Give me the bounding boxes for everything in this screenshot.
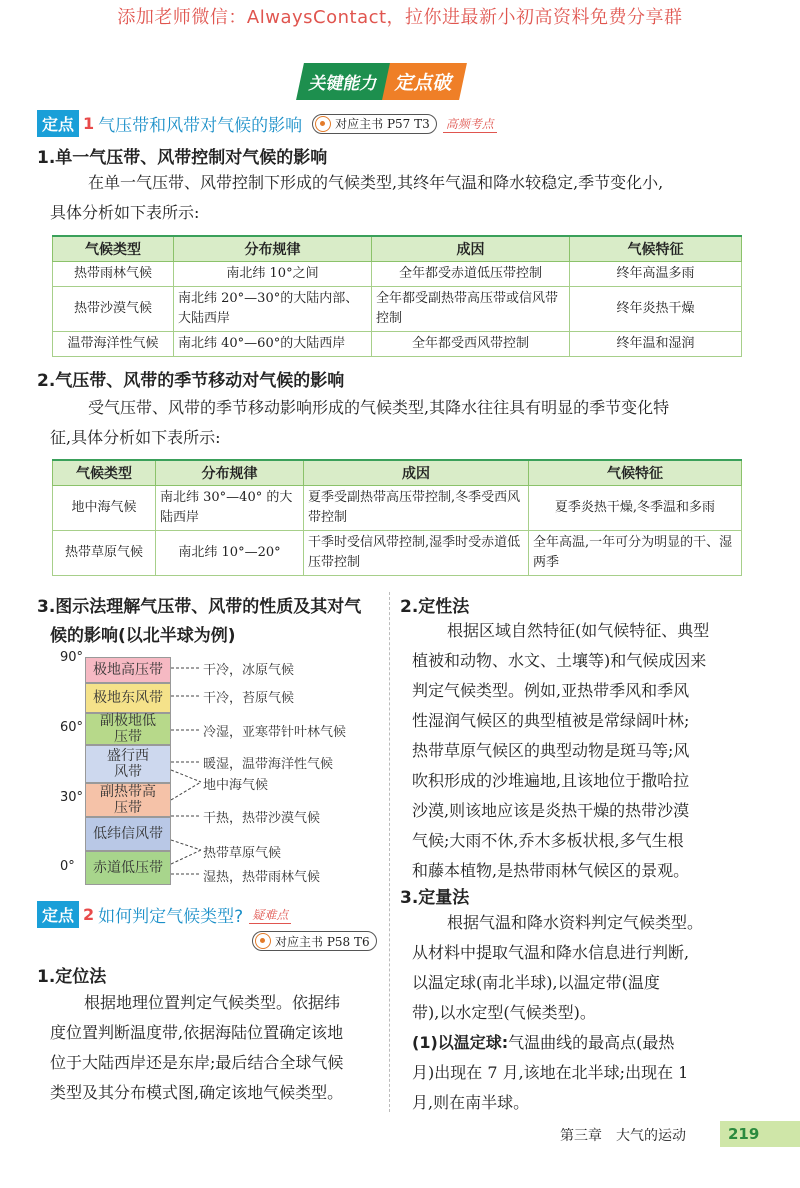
paragraph-2-1-line4: 类型及其分布模式图,确定该地气候类型。: [50, 1083, 344, 1102]
target-icon: [315, 116, 331, 132]
watermark-text: 添加老师微信：AlwaysContact，拉你进最新小初高资料免费分享群: [117, 7, 683, 28]
climate-table-2: [52, 459, 742, 576]
paragraph-2-3-line1: 根据气温和降水资料判定气候类型。: [447, 913, 704, 932]
paragraph-1-1-line1: 在单一气压带、风带控制下形成的气候类型,其终年气温和降水较稳定,季节变化小,: [88, 173, 664, 192]
heading-1-2: 2.气压带、风带的季节移动对气候的影响: [37, 371, 345, 391]
paragraph-2-3-line4: 带),以水定型(气候类型)。: [412, 1003, 596, 1022]
paragraph-2-3-line3: 以温定球(南北半球),以温定带(温度: [412, 973, 660, 992]
diagram-label: 干热，热带沙漠气候: [203, 811, 321, 826]
heading-2-3: 3.定量法: [400, 888, 470, 908]
table-cell: 全年都受西风带控制: [372, 332, 570, 357]
band-polar-high: 极地高压带: [85, 657, 171, 683]
heading-1-3-line1: 3.图示法理解气压带、风带的性质及其对气: [37, 597, 362, 617]
table-row: [53, 332, 742, 357]
diagram-label: 热带草原气候: [203, 846, 282, 861]
paragraph-2-2-line9: 和藤本植物,是热带雨林气候区的景观。: [412, 861, 690, 880]
section1-reference: 对应主书 P57 T3: [312, 114, 437, 134]
table-cell: 终年高温多雨: [570, 262, 742, 287]
table-cell: 南北纬 20°—30°的大陆内部、大陆西岸: [174, 287, 372, 332]
paragraph-1-2-line2: 征,具体分析如下表所示:: [50, 428, 221, 447]
table-header-row: [53, 236, 742, 262]
paragraph-2-4-line2: 月)出现在 7 月,该地在北半球;出现在 1: [412, 1063, 689, 1082]
diagram-label: 干冷，冰原气候: [203, 663, 295, 678]
table-cell: 南北纬 30°—40° 的大陆西岸: [156, 486, 304, 531]
table-header: 分布规律: [156, 460, 304, 486]
band-trade-winds: 低纬信风带: [85, 817, 171, 851]
table-cell: 热带雨林气候: [53, 262, 174, 287]
section2-label: 定点 2: [37, 901, 98, 928]
band-subtropical-high: 副热带高压带: [85, 783, 171, 817]
paragraph-2-2-line4: 性湿润气候区的典型植被是常绿阔叶林;: [412, 711, 690, 730]
target-icon: [255, 933, 271, 949]
band-westerlies: 盛行西风带: [85, 745, 171, 783]
lat-label: 0°: [60, 859, 75, 874]
table-row: [53, 287, 742, 332]
paragraph-1-1-line2: 具体分析如下表所示:: [50, 203, 200, 222]
table-header-row: [53, 460, 742, 486]
table-cell: 南北纬 10°之间: [174, 262, 372, 287]
paragraph-2-2-line7: 沙漠,则该地应该是炎热干燥的热带沙漠: [412, 801, 690, 820]
lat-label: 60°: [60, 720, 84, 735]
table-cell: 干季时受信风带控制,湿季时受赤道低压带控制: [304, 531, 529, 576]
paragraph-2-1-line1: 根据地理位置判定气候类型。依据纬: [84, 993, 341, 1012]
table-cell: 热带沙漠气候: [53, 287, 174, 332]
table-header: 气候特征: [570, 236, 742, 262]
paragraph-2-2-line1: 根据区域自然特征(如气候特征、典型: [447, 621, 710, 640]
section1-title: 气压带和风带对气候的影响: [98, 116, 303, 136]
table-header: 成因: [304, 460, 529, 486]
diagram-label: 湿热，热带雨林气候: [203, 870, 321, 885]
heading-1-3-line2: 候的影响(以北半球为例): [50, 626, 236, 646]
table-row: [53, 486, 742, 531]
paragraph-2-4-bold: (1)以温定球:: [412, 1033, 509, 1052]
band-polar-easterlies: 极地东风带: [85, 683, 171, 713]
section2-reference: 对应主书 P58 T6: [252, 931, 377, 953]
diagram-label: 地中海气候: [203, 778, 269, 793]
diagram-label: 冷湿，亚寒带针叶林气候: [203, 725, 347, 740]
table-header: 气候类型: [53, 236, 174, 262]
paragraph-2-4-line3: 月,则在南半球。: [412, 1093, 530, 1112]
paragraph-2-1-line3: 位于大陆西岸还是东岸;最后结合全球气候: [50, 1053, 344, 1072]
section-banner: [300, 64, 463, 98]
table-cell: 南北纬 40°—60°的大陆西岸: [174, 332, 372, 357]
paragraph-2-2-line5: 热带草原气候区的典型动物是斑马等;风: [412, 741, 690, 760]
table-cell: 夏季受副热带高压带控制,冬季受西风带控制: [304, 486, 529, 531]
heading-2-2: 2.定性法: [400, 597, 470, 617]
heading-2-1: 1.定位法: [37, 967, 107, 987]
paragraph-2-2-line6: 吹积形成的沙堆遍地,且该地位于撒哈拉: [412, 771, 690, 790]
banner-part2: 定点破: [382, 63, 467, 100]
table-row: [53, 531, 742, 576]
paragraph-2-3-line2: 从材料中提取气温和降水信息进行判断,: [412, 943, 690, 962]
table-cell: 南北纬 10°—20°: [156, 531, 304, 576]
column-divider: [389, 592, 390, 1112]
section1-label: 定点 1: [37, 110, 98, 137]
paragraph-2-4-line1: (1)以温定球:气温曲线的最高点(最热: [412, 1033, 675, 1052]
table-header: 气候类型: [53, 460, 156, 486]
section2-header: [37, 901, 291, 928]
paragraph-1-2-line1: 受气压带、风带的季节移动影响形成的气候类型,其降水往往具有明显的季节变化特: [88, 398, 670, 417]
table-cell: 终年温和湿润: [570, 332, 742, 357]
table-header: 分布规律: [174, 236, 372, 262]
paragraph-2-2-line8: 气候;大雨不休,乔木多板状根,多气生根: [412, 831, 684, 850]
band-subpolar-low: 副极地低压带: [85, 713, 171, 745]
paragraph-2-1-line2: 度位置判断温度带,依据海陆位置确定该地: [50, 1023, 344, 1042]
climate-table-1: [52, 235, 742, 357]
section2-tag: 疑难点: [249, 906, 291, 924]
table-cell: 全年都受副热带高压带或信风带控制: [372, 287, 570, 332]
lat-label: 90°: [60, 650, 84, 665]
band-equatorial-low: 赤道低压带: [85, 851, 171, 885]
paragraph-2-2-line2: 植被和动物、水文、土壤等)和气候成因来: [412, 651, 707, 670]
section1-tag: 高频考点: [443, 115, 497, 133]
section1-header: [37, 110, 497, 137]
heading-1-1: 1.单一气压带、风带控制对气候的影响: [37, 148, 328, 168]
table-row: [53, 262, 742, 287]
table-cell: 夏季炎热干燥,冬季温和多雨: [529, 486, 742, 531]
table-cell: 全年高温,一年可分为明显的干、湿两季: [529, 531, 742, 576]
table-cell: 终年炎热干燥: [570, 287, 742, 332]
diagram-label: 干冷，苔原气候: [203, 691, 295, 706]
page-number: 219: [720, 1121, 800, 1147]
table-cell: 温带海洋性气候: [53, 332, 174, 357]
lat-label: 30°: [60, 790, 84, 805]
section2-title: 如何判定气候类型?: [98, 907, 244, 927]
table-cell: 地中海气候: [53, 486, 156, 531]
table-header: 气候特征: [529, 460, 742, 486]
banner-part1: 关键能力: [296, 63, 392, 100]
table-cell: 热带草原气候: [53, 531, 156, 576]
table-header: 成因: [372, 236, 570, 262]
diagram-label: 暖湿，温带海洋性气候: [203, 757, 334, 772]
paragraph-2-2-line3: 判定气候类型。例如,亚热带季风和季风: [412, 681, 690, 700]
footer-chapter: 第三章 大气的运动: [560, 1128, 686, 1144]
table-cell: 全年都受赤道低压带控制: [372, 262, 570, 287]
